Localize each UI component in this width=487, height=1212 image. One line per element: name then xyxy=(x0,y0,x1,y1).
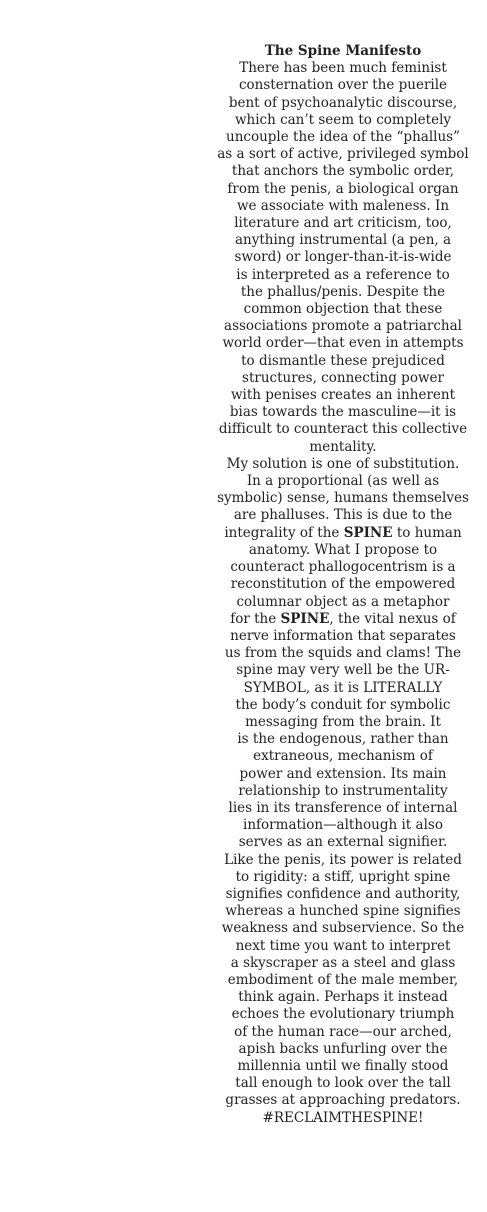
text-line: consternation over the puerile xyxy=(238,77,448,94)
text-line: which can’t seem to completely xyxy=(234,111,452,128)
text-line: bent of psychoanalytic discourse, xyxy=(228,94,458,111)
text-line: embodiment of the male member, xyxy=(227,971,459,988)
text-line: the body’s conduit for symbolic xyxy=(235,696,451,713)
text-line: whereas a hunched spine signifies xyxy=(225,903,461,920)
text-line: literature and art criticism, too, xyxy=(234,215,452,232)
text-line: Like the penis, its power is related xyxy=(224,851,462,868)
text-line: anything instrumental (a pen, a xyxy=(234,232,452,249)
text-line: counteract phallogocentrism is a xyxy=(230,559,456,576)
paragraph-1 xyxy=(213,60,473,456)
text-line: are phalluses. This is due to the xyxy=(233,507,453,524)
text-line: sword) or longer-than-it-is-wide xyxy=(234,249,452,266)
text-line: tall enough to look over the tall xyxy=(235,1075,451,1092)
text-line: extraneous, mechanism of xyxy=(253,748,433,765)
text-line: power and extension. Its main xyxy=(239,765,447,782)
text-line: world order—that even in attempts xyxy=(222,335,464,352)
manifesto-text-column xyxy=(213,43,473,1127)
text-line: associations promote a patriarchal xyxy=(224,318,462,335)
text-line: My solution is one of substitution. xyxy=(226,455,460,472)
text-fragment: , the vital nexus of xyxy=(329,610,456,627)
text-line: to rigidity: a stiff, upright spine xyxy=(235,868,451,885)
text-fragment: for the xyxy=(230,610,281,627)
text-line: with penises creates an inherent xyxy=(230,387,456,404)
text-line: messaging from the brain. It xyxy=(245,713,441,730)
text-line: that anchors the symbolic order, xyxy=(231,163,455,180)
text-line: the phallus/penis. Despite the xyxy=(240,283,446,300)
text-line: us from the squids and clams! The xyxy=(224,645,462,662)
text-line: is the endogenous, rather than xyxy=(237,731,449,748)
text-line: symbolic) sense, humans themselves xyxy=(217,490,469,507)
text-fragment: integrality of the xyxy=(224,524,344,541)
emphasized-spine: SPINE xyxy=(280,610,330,627)
text-line: common objection that these xyxy=(243,301,443,318)
text-line: think again. Perhaps it instead xyxy=(238,989,448,1006)
text-line: There has been much feminist xyxy=(239,60,447,77)
paragraph-2 xyxy=(213,456,473,1127)
text-line: weakness and subservience. So the xyxy=(221,920,465,937)
text-fragment: to human xyxy=(392,524,462,541)
text-line: a skyscraper as a steel and glass xyxy=(230,954,456,971)
text-line: grasses at approaching predators. xyxy=(225,1092,461,1109)
text-line: spine may very well be the UR- xyxy=(236,662,450,679)
text-line: to dismantle these prejudiced xyxy=(241,352,445,369)
text-line: serves as an external signifier. xyxy=(238,834,448,851)
text-line: difficult to counteract this collective xyxy=(218,421,468,438)
text-line: from the penis, a biological organ xyxy=(227,180,459,197)
text-line: nerve information that separates xyxy=(230,627,456,644)
emphasized-spine: SPINE xyxy=(343,524,393,541)
text-line: SYMBOL, as it is LITERALLY xyxy=(243,679,443,696)
text-line: as a sort of active, privileged symbol xyxy=(217,146,469,163)
text-line: structures, connecting power xyxy=(242,369,444,386)
text-line: reconstitution of the empowered xyxy=(230,576,456,593)
text-line: signifies confidence and authority, xyxy=(225,885,461,902)
document-title: The Spine Manifesto xyxy=(264,43,422,59)
hashtag: #RECLAIMTHESPINE! xyxy=(262,1109,424,1126)
text-line: information—although it also xyxy=(243,817,443,834)
text-line: is interpreted as a reference to xyxy=(236,266,450,283)
text-line: mentality. xyxy=(309,438,377,455)
text-line: millennia until we finally stood xyxy=(237,1057,449,1074)
text-line: we associate with maleness. In xyxy=(236,197,450,214)
text-line: next time you want to interpret xyxy=(235,937,451,954)
text-line: relationship to instrumentality xyxy=(238,782,448,799)
text-line: of the human race—our arched, xyxy=(234,1023,452,1040)
text-line: columnar object as a metaphor xyxy=(236,593,450,610)
text-line xyxy=(213,611,473,628)
text-line: anatomy. What I propose to xyxy=(248,541,438,558)
text-line: apish backs unfurling over the xyxy=(238,1040,448,1057)
text-line: uncouple the idea of the “phallus” xyxy=(226,129,460,146)
text-line: bias towards the masculine—it is xyxy=(229,404,457,421)
text-line: echoes the evolutionary triumph xyxy=(231,1006,455,1023)
text-line: In a proportional (as well as xyxy=(246,473,440,490)
text-line xyxy=(213,525,473,542)
text-line: lies in its transference of internal xyxy=(228,799,458,816)
